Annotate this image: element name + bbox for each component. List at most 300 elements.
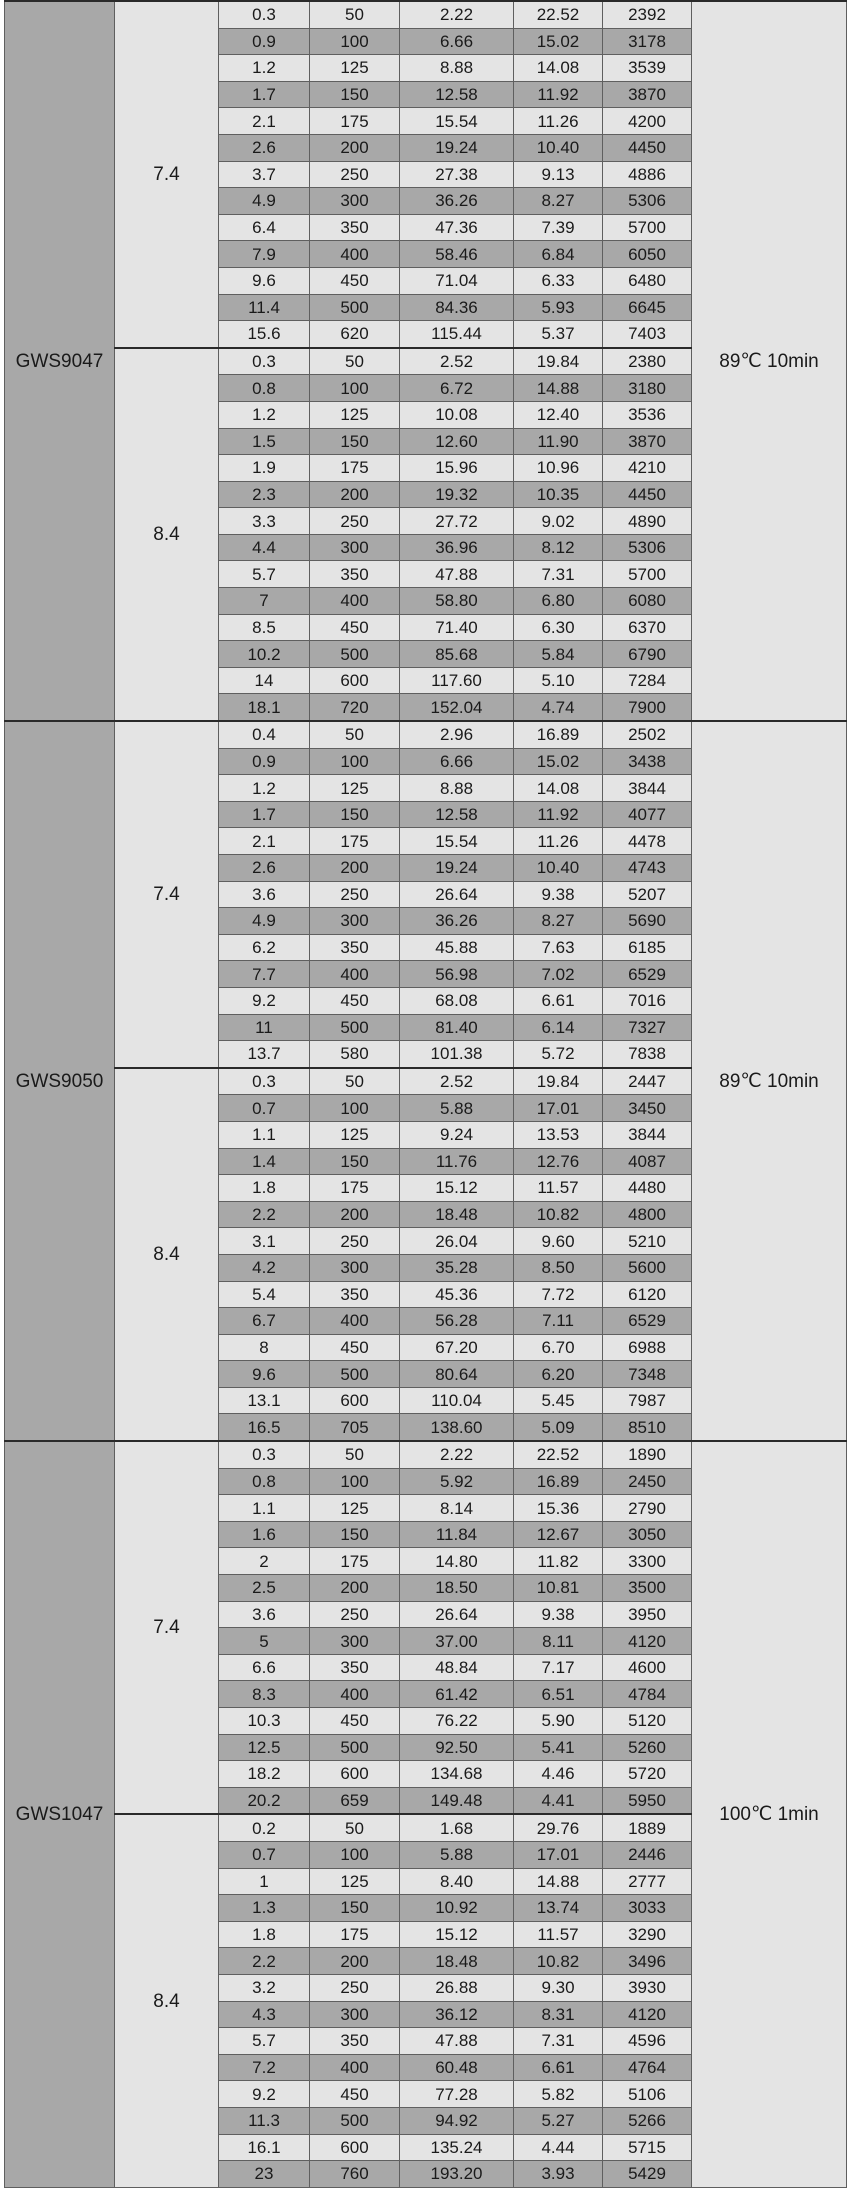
test-condition-cell: 100℃ 1min (692, 1441, 847, 2187)
data-cell: 3844 (603, 775, 692, 802)
data-cell: 3.2 (219, 1974, 310, 2001)
data-cell: 47.36 (400, 214, 514, 241)
data-cell: 36.26 (400, 908, 514, 935)
data-cell: 138.60 (400, 1414, 514, 1441)
data-cell: 13.1 (219, 1387, 310, 1414)
data-cell: 2.1 (219, 108, 310, 135)
data-cell: 5720 (603, 1761, 692, 1788)
data-cell: 5.90 (514, 1708, 603, 1735)
data-cell: 14.80 (400, 1548, 514, 1575)
data-cell: 10.40 (514, 134, 603, 161)
data-cell: 7900 (603, 694, 692, 721)
data-cell: 720 (310, 694, 400, 721)
data-cell: 0.8 (219, 375, 310, 402)
data-cell: 17.01 (514, 1841, 603, 1868)
data-cell: 0.2 (219, 1814, 310, 1841)
data-cell: 16.1 (219, 2134, 310, 2161)
data-cell: 8.40 (400, 1868, 514, 1895)
data-cell: 9.38 (514, 881, 603, 908)
data-cell: 500 (310, 294, 400, 321)
data-cell: 1889 (603, 1814, 692, 1841)
data-cell: 4890 (603, 508, 692, 535)
data-cell: 3050 (603, 1521, 692, 1548)
data-cell: 600 (310, 1761, 400, 1788)
data-cell: 1.3 (219, 1895, 310, 1922)
data-cell: 6.6 (219, 1654, 310, 1681)
data-cell: 5260 (603, 1734, 692, 1761)
data-cell: 1.4 (219, 1148, 310, 1175)
data-cell: 5715 (603, 2134, 692, 2161)
data-cell: 5306 (603, 188, 692, 215)
data-cell: 134.68 (400, 1761, 514, 1788)
data-cell: 3300 (603, 1548, 692, 1575)
data-cell: 5.88 (400, 1095, 514, 1122)
data-cell: 45.36 (400, 1281, 514, 1308)
data-cell: 300 (310, 534, 400, 561)
data-cell: 5106 (603, 2081, 692, 2108)
data-cell: 400 (310, 1308, 400, 1335)
data-cell: 7.72 (514, 1281, 603, 1308)
data-cell: 450 (310, 267, 400, 294)
test-condition-cell: 89℃ 10min (692, 721, 847, 1441)
data-cell: 3450 (603, 1095, 692, 1122)
data-cell: 11.26 (514, 828, 603, 855)
data-cell: 6.66 (400, 748, 514, 775)
data-cell: 8.11 (514, 1628, 603, 1655)
data-cell: 7284 (603, 667, 692, 694)
data-cell: 18.50 (400, 1575, 514, 1602)
data-cell: 2450 (603, 1468, 692, 1495)
data-cell: 9.38 (514, 1601, 603, 1628)
data-cell: 4764 (603, 2054, 692, 2081)
data-cell: 3290 (603, 1921, 692, 1948)
data-cell: 36.12 (400, 2001, 514, 2028)
data-cell: 8 (219, 1334, 310, 1361)
data-cell: 600 (310, 1387, 400, 1414)
data-cell: 6.72 (400, 375, 514, 402)
data-cell: 117.60 (400, 667, 514, 694)
data-cell: 6.33 (514, 267, 603, 294)
voltage-cell: 7.4 (115, 1, 219, 348)
data-cell: 18.1 (219, 694, 310, 721)
data-cell: 15.12 (400, 1921, 514, 1948)
data-cell: 12.58 (400, 801, 514, 828)
data-cell: 6185 (603, 934, 692, 961)
data-cell: 6050 (603, 241, 692, 268)
data-cell: 50 (310, 1, 400, 28)
data-cell: 620 (310, 321, 400, 348)
data-cell: 4.4 (219, 534, 310, 561)
data-cell: 100 (310, 1841, 400, 1868)
data-cell: 15.96 (400, 455, 514, 482)
data-cell: 3844 (603, 1121, 692, 1148)
data-cell: 1.8 (219, 1175, 310, 1202)
data-cell: 4784 (603, 1681, 692, 1708)
data-cell: 600 (310, 667, 400, 694)
data-cell: 6120 (603, 1281, 692, 1308)
data-cell: 5.84 (514, 641, 603, 668)
data-cell: 7.31 (514, 2028, 603, 2055)
data-cell: 4.74 (514, 694, 603, 721)
data-cell: 0.7 (219, 1841, 310, 1868)
data-cell: 10.08 (400, 401, 514, 428)
data-cell: 71.04 (400, 267, 514, 294)
data-cell: 250 (310, 161, 400, 188)
data-cell: 150 (310, 801, 400, 828)
data-cell: 149.48 (400, 1787, 514, 1814)
data-cell: 13.74 (514, 1895, 603, 1922)
data-cell: 3178 (603, 28, 692, 55)
data-cell: 5207 (603, 881, 692, 908)
data-cell: 200 (310, 1948, 400, 1975)
data-cell: 7 (219, 588, 310, 615)
data-cell: 6.61 (514, 2054, 603, 2081)
data-cell: 8.27 (514, 188, 603, 215)
data-cell: 3500 (603, 1575, 692, 1602)
data-cell: 7.63 (514, 934, 603, 961)
data-cell: 7.17 (514, 1654, 603, 1681)
data-cell: 1.2 (219, 775, 310, 802)
data-cell: 193.20 (400, 2161, 514, 2188)
data-cell: 3536 (603, 401, 692, 428)
data-cell: 350 (310, 1281, 400, 1308)
table-body (5, 1, 847, 2187)
data-cell: 2.1 (219, 828, 310, 855)
data-cell: 0.3 (219, 1441, 310, 1468)
data-cell: 8.50 (514, 1254, 603, 1281)
data-cell: 11.4 (219, 294, 310, 321)
data-cell: 2392 (603, 1, 692, 28)
data-cell: 500 (310, 1734, 400, 1761)
data-cell: 3438 (603, 748, 692, 775)
data-cell: 250 (310, 508, 400, 535)
model-cell: GWS1047 (5, 1441, 115, 2187)
data-cell: 2.3 (219, 481, 310, 508)
data-cell: 6.80 (514, 588, 603, 615)
data-cell: 22.52 (514, 1441, 603, 1468)
data-cell: 10.3 (219, 1708, 310, 1735)
data-cell: 350 (310, 1654, 400, 1681)
data-cell: 80.64 (400, 1361, 514, 1388)
data-cell: 50 (310, 1441, 400, 1468)
data-cell: 11 (219, 1014, 310, 1041)
data-cell: 1.2 (219, 401, 310, 428)
data-cell: 20.2 (219, 1787, 310, 1814)
data-cell: 100 (310, 375, 400, 402)
data-cell: 61.42 (400, 1681, 514, 1708)
data-cell: 150 (310, 81, 400, 108)
data-cell: 400 (310, 241, 400, 268)
data-cell: 250 (310, 1974, 400, 2001)
data-cell: 27.38 (400, 161, 514, 188)
data-cell: 1 (219, 1868, 310, 1895)
data-cell: 6988 (603, 1334, 692, 1361)
data-cell: 3870 (603, 81, 692, 108)
voltage-cell: 8.4 (115, 1814, 219, 2187)
data-cell: 8.14 (400, 1495, 514, 1522)
data-cell: 10.81 (514, 1575, 603, 1602)
data-cell: 11.92 (514, 801, 603, 828)
data-table (4, 0, 847, 2188)
data-cell: 6790 (603, 641, 692, 668)
data-cell: 5.10 (514, 667, 603, 694)
data-cell: 9.2 (219, 2081, 310, 2108)
data-cell: 4210 (603, 455, 692, 482)
data-cell: 5120 (603, 1708, 692, 1735)
data-cell: 5690 (603, 908, 692, 935)
data-cell: 100 (310, 1468, 400, 1495)
data-cell: 2447 (603, 1068, 692, 1095)
data-cell: 9.30 (514, 1974, 603, 2001)
data-cell: 8.88 (400, 55, 514, 82)
data-cell: 110.04 (400, 1387, 514, 1414)
data-cell: 13.7 (219, 1041, 310, 1068)
data-cell: 4.9 (219, 188, 310, 215)
data-cell: 19.84 (514, 1068, 603, 1095)
data-cell: 150 (310, 1521, 400, 1548)
data-cell: 16.89 (514, 721, 603, 748)
data-cell: 4600 (603, 1654, 692, 1681)
data-cell: 2 (219, 1548, 310, 1575)
data-cell: 4.3 (219, 2001, 310, 2028)
data-cell: 250 (310, 881, 400, 908)
data-cell: 0.3 (219, 1068, 310, 1095)
data-cell: 3033 (603, 1895, 692, 1922)
data-cell: 4.9 (219, 908, 310, 935)
data-cell: 1.8 (219, 1921, 310, 1948)
data-cell: 9.6 (219, 267, 310, 294)
table-row (5, 1, 847, 28)
data-cell: 23 (219, 2161, 310, 2188)
data-cell: 101.38 (400, 1041, 514, 1068)
data-cell: 175 (310, 1921, 400, 1948)
data-cell: 100 (310, 28, 400, 55)
data-cell: 10.96 (514, 455, 603, 482)
voltage-cell: 8.4 (115, 348, 219, 721)
data-cell: 3870 (603, 428, 692, 455)
data-cell: 200 (310, 134, 400, 161)
data-cell: 12.40 (514, 401, 603, 428)
data-cell: 5700 (603, 561, 692, 588)
data-cell: 50 (310, 1068, 400, 1095)
data-cell: 4743 (603, 855, 692, 882)
data-cell: 3.6 (219, 1601, 310, 1628)
data-cell: 5.88 (400, 1841, 514, 1868)
data-cell: 71.40 (400, 614, 514, 641)
data-cell: 27.72 (400, 508, 514, 535)
data-cell: 5210 (603, 1228, 692, 1255)
data-cell: 47.88 (400, 561, 514, 588)
data-cell: 16.89 (514, 1468, 603, 1495)
data-cell: 1.7 (219, 81, 310, 108)
data-cell: 1.1 (219, 1121, 310, 1148)
data-cell: 10.40 (514, 855, 603, 882)
data-cell: 7327 (603, 1014, 692, 1041)
data-cell: 14.88 (514, 1868, 603, 1895)
data-cell: 14.08 (514, 55, 603, 82)
data-cell: 400 (310, 961, 400, 988)
data-cell: 500 (310, 1361, 400, 1388)
voltage-cell: 7.4 (115, 1441, 219, 1814)
data-cell: 9.2 (219, 987, 310, 1014)
data-cell: 2380 (603, 348, 692, 375)
data-cell: 200 (310, 1575, 400, 1602)
data-cell: 5950 (603, 1787, 692, 1814)
data-cell: 15.54 (400, 108, 514, 135)
data-cell: 5.4 (219, 1281, 310, 1308)
data-cell: 4480 (603, 1175, 692, 1202)
data-cell: 300 (310, 1628, 400, 1655)
data-cell: 1.2 (219, 55, 310, 82)
data-cell: 2.6 (219, 134, 310, 161)
data-cell: 10.82 (514, 1201, 603, 1228)
data-cell: 4.41 (514, 1787, 603, 1814)
data-cell: 5.27 (514, 2107, 603, 2134)
data-cell: 125 (310, 1121, 400, 1148)
data-cell: 250 (310, 1601, 400, 1628)
data-cell: 152.04 (400, 694, 514, 721)
data-cell: 5 (219, 1628, 310, 1655)
data-cell: 3.6 (219, 881, 310, 908)
data-cell: 300 (310, 188, 400, 215)
data-cell: 12.60 (400, 428, 514, 455)
data-cell: 2.96 (400, 721, 514, 748)
data-cell: 6.2 (219, 934, 310, 961)
data-cell: 2.2 (219, 1948, 310, 1975)
data-cell: 0.9 (219, 748, 310, 775)
data-cell: 67.20 (400, 1334, 514, 1361)
data-cell: 300 (310, 1254, 400, 1281)
data-cell: 10.92 (400, 1895, 514, 1922)
data-cell: 14.88 (514, 375, 603, 402)
data-cell: 6.30 (514, 614, 603, 641)
data-cell: 5700 (603, 214, 692, 241)
data-cell: 125 (310, 401, 400, 428)
data-cell: 1.7 (219, 801, 310, 828)
data-cell: 11.76 (400, 1148, 514, 1175)
data-cell: 7.9 (219, 241, 310, 268)
data-cell: 6.66 (400, 28, 514, 55)
data-cell: 150 (310, 1148, 400, 1175)
data-cell: 400 (310, 1681, 400, 1708)
data-cell: 450 (310, 1334, 400, 1361)
data-cell: 2.5 (219, 1575, 310, 1602)
data-cell: 50 (310, 1814, 400, 1841)
data-cell: 580 (310, 1041, 400, 1068)
data-cell: 150 (310, 1895, 400, 1922)
data-cell: 6.4 (219, 214, 310, 241)
table-row (5, 721, 847, 748)
data-cell: 125 (310, 775, 400, 802)
data-cell: 3.93 (514, 2161, 603, 2188)
data-cell: 10.2 (219, 641, 310, 668)
data-cell: 2.2 (219, 1201, 310, 1228)
data-cell: 705 (310, 1414, 400, 1441)
data-cell: 5.82 (514, 2081, 603, 2108)
data-cell: 125 (310, 55, 400, 82)
data-cell: 0.8 (219, 1468, 310, 1495)
data-cell: 9.13 (514, 161, 603, 188)
data-cell: 450 (310, 614, 400, 641)
data-cell: 300 (310, 2001, 400, 2028)
data-cell: 760 (310, 2161, 400, 2188)
data-cell: 3950 (603, 1601, 692, 1628)
data-cell: 5266 (603, 2107, 692, 2134)
table-row (5, 1441, 847, 1468)
data-cell: 2.6 (219, 855, 310, 882)
data-cell: 1.68 (400, 1814, 514, 1841)
data-cell: 7.31 (514, 561, 603, 588)
data-cell: 0.3 (219, 1, 310, 28)
data-cell: 3539 (603, 55, 692, 82)
data-cell: 2446 (603, 1841, 692, 1868)
data-cell: 500 (310, 1014, 400, 1041)
data-cell: 175 (310, 1548, 400, 1575)
data-cell: 4077 (603, 801, 692, 828)
data-cell: 125 (310, 1868, 400, 1895)
data-cell: 200 (310, 855, 400, 882)
data-cell: 13.53 (514, 1121, 603, 1148)
data-cell: 9.24 (400, 1121, 514, 1148)
data-cell: 26.64 (400, 881, 514, 908)
data-cell: 4886 (603, 161, 692, 188)
data-cell: 2.22 (400, 1441, 514, 1468)
data-cell: 1.6 (219, 1521, 310, 1548)
data-cell: 5.93 (514, 294, 603, 321)
data-cell: 400 (310, 588, 400, 615)
data-cell: 17.01 (514, 1095, 603, 1122)
data-cell: 4120 (603, 1628, 692, 1655)
data-cell: 175 (310, 1175, 400, 1202)
data-cell: 2.22 (400, 1, 514, 28)
data-cell: 350 (310, 2028, 400, 2055)
data-cell: 4200 (603, 108, 692, 135)
data-cell: 11.57 (514, 1175, 603, 1202)
data-cell: 7838 (603, 1041, 692, 1068)
data-cell: 11.3 (219, 2107, 310, 2134)
data-cell: 76.22 (400, 1708, 514, 1735)
data-cell: 56.28 (400, 1308, 514, 1335)
data-cell: 6529 (603, 961, 692, 988)
data-cell: 4450 (603, 481, 692, 508)
data-cell: 11.90 (514, 428, 603, 455)
data-cell: 450 (310, 1708, 400, 1735)
data-cell: 5.09 (514, 1414, 603, 1441)
data-cell: 58.46 (400, 241, 514, 268)
data-cell: 1890 (603, 1441, 692, 1468)
data-cell: 16.5 (219, 1414, 310, 1441)
data-cell: 22.52 (514, 1, 603, 28)
data-cell: 9.02 (514, 508, 603, 535)
data-cell: 3930 (603, 1974, 692, 2001)
data-cell: 1.9 (219, 455, 310, 482)
test-condition-cell: 89℃ 10min (692, 1, 847, 721)
data-cell: 5600 (603, 1254, 692, 1281)
data-cell: 6.70 (514, 1334, 603, 1361)
data-cell: 84.36 (400, 294, 514, 321)
data-cell: 135.24 (400, 2134, 514, 2161)
data-cell: 26.04 (400, 1228, 514, 1255)
data-cell: 7016 (603, 987, 692, 1014)
data-cell: 45.88 (400, 934, 514, 961)
data-cell: 10.35 (514, 481, 603, 508)
data-cell: 50 (310, 721, 400, 748)
data-cell: 350 (310, 214, 400, 241)
data-cell: 8.12 (514, 534, 603, 561)
data-cell: 5.41 (514, 1734, 603, 1761)
data-cell: 48.84 (400, 1654, 514, 1681)
data-cell: 0.9 (219, 28, 310, 55)
